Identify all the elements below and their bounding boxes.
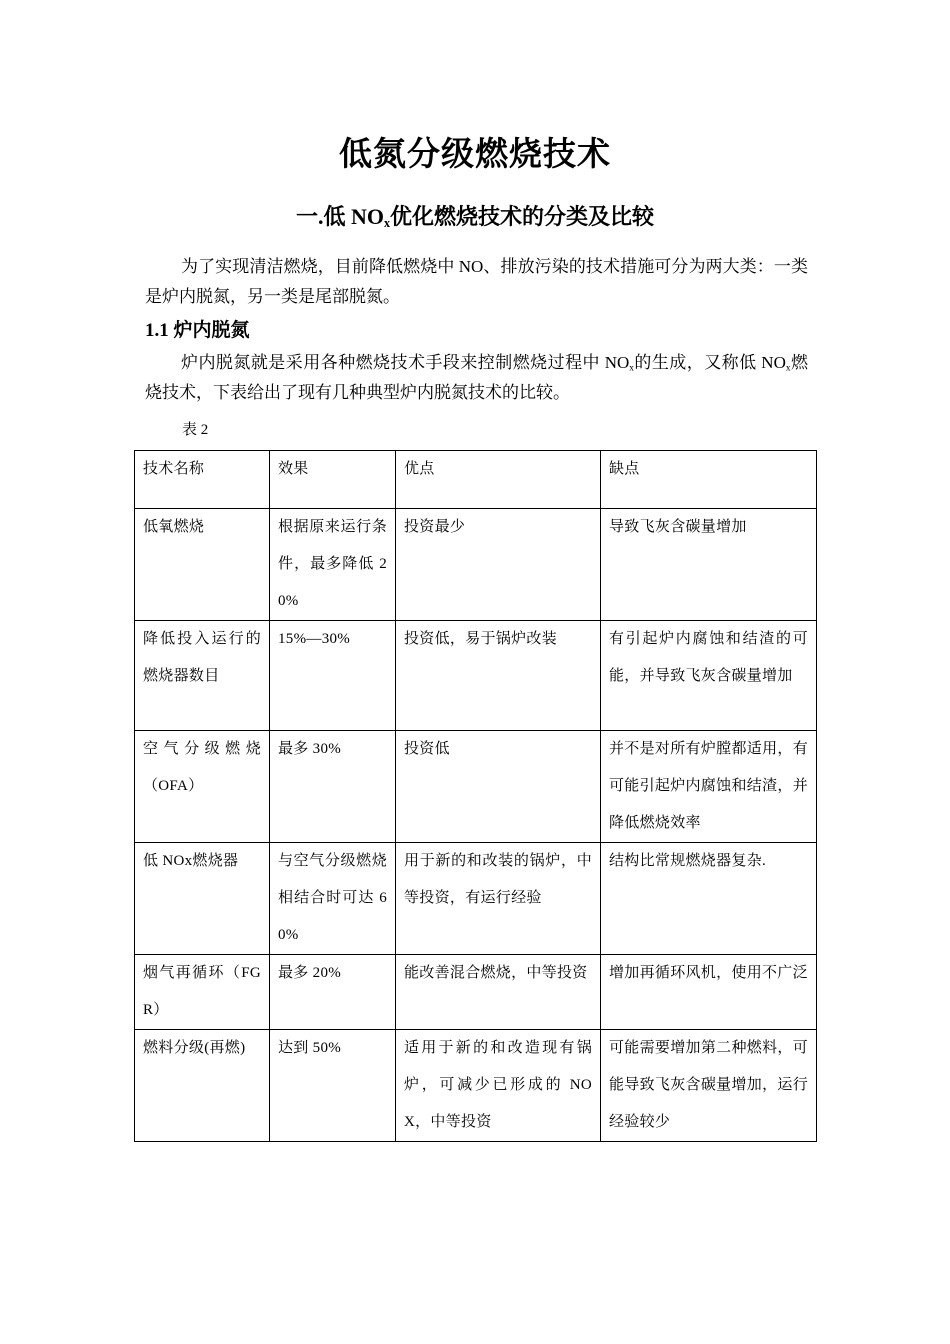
- table-cell-technology: 燃料分级(再燃): [135, 1030, 270, 1142]
- section-heading-1-subscript: x: [383, 216, 391, 231]
- table-cell-disadvantages: 结构比常规燃烧器复杂.: [601, 843, 817, 955]
- table-row: [135, 955, 817, 1030]
- table-cell-effect: 最多 30%: [270, 731, 396, 843]
- table-row: [135, 509, 817, 621]
- table-cell-technology: 降低投入运行的燃烧器数目: [135, 621, 270, 731]
- intro-paragraph: 为了实现清洁燃烧，目前降低燃烧中 NO、排放污染的技术措施可分为两大类：一类是炉内脱氮，另一类是尾部脱氮。: [145, 257, 808, 306]
- table-caption: 表 2: [182, 422, 209, 438]
- table-cell-disadvantages: 有引起炉内腐蚀和结渣的可能，并导致飞灰含碳量增加: [601, 621, 817, 731]
- header-cell-effect: 效果: [270, 451, 396, 509]
- table-cell-disadvantages: 导致飞灰含碳量增加: [601, 509, 817, 621]
- table-row: [135, 843, 817, 955]
- table-cell-technology: 低氧燃烧: [135, 509, 270, 621]
- table-header-row: [135, 451, 817, 509]
- section-heading-1-prefix: 一.低 NO: [295, 204, 384, 229]
- header-cell-advantages: 优点: [396, 451, 601, 509]
- table-row: [135, 1030, 817, 1142]
- section-heading-1: [0, 200, 950, 231]
- document-title: 低氮分级燃烧技术: [339, 137, 611, 173]
- table-cell-advantages: 投资低: [396, 731, 601, 843]
- table-cell-disadvantages: 并不是对所有炉膛都适用，有可能引起炉内腐蚀和结渣，并降低燃烧效率: [601, 731, 817, 843]
- table-cell-advantages: 能改善混合燃烧，中等投资: [396, 955, 601, 1030]
- in-furnace-paragraph-part-b: 的生成，又称低 NO: [633, 353, 786, 372]
- table-cell-technology: 空气分级燃烧（OFA）: [135, 731, 270, 843]
- table-cell-technology: 低 NOx燃烧器: [135, 843, 270, 955]
- table-cell-technology: 烟气再循环（FGR）: [135, 955, 270, 1030]
- table-cell-advantages: 投资低，易于锅炉改装: [396, 621, 601, 731]
- table-cell-effect: 达到 50%: [270, 1030, 396, 1142]
- comparison-table: [134, 450, 817, 1142]
- section-heading-1-1: 1.1 炉内脱氮: [145, 320, 250, 341]
- section-heading-1-suffix: 优化燃烧技术的分类及比较: [390, 204, 655, 229]
- in-furnace-paragraph-subscript-1: x: [629, 363, 634, 374]
- table-cell-advantages: 用于新的和改装的锅炉，中等投资，有运行经验: [396, 843, 601, 955]
- in-furnace-paragraph: [145, 348, 808, 408]
- table-cell-advantages: 适用于新的和改造现有锅炉，可减少已形成的 NOX，中等投资: [396, 1030, 601, 1142]
- in-furnace-paragraph-subscript-2: x: [785, 363, 791, 374]
- table-cell-disadvantages: 可能需要增加第二种燃料，可能导致飞灰含碳量增加，运行经验较少: [601, 1030, 817, 1142]
- table-row: [135, 621, 817, 731]
- table-cell-effect: 最多 20%: [270, 955, 396, 1030]
- table-cell-effect: 根据原来运行条件，最多降低 20%: [270, 509, 396, 621]
- table-cell-effect: 与空气分级燃烧相结合时可达 60%: [270, 843, 396, 955]
- table-cell-effect: 15%—30%: [270, 621, 396, 731]
- header-cell-disadvantages: 缺点: [601, 451, 817, 509]
- in-furnace-paragraph-part-a: 炉内脱氮就是采用各种燃烧技术手段来控制燃烧过程中 NO: [181, 353, 630, 372]
- table-cell-advantages: 投资最少: [396, 509, 601, 621]
- table-row: [135, 731, 817, 843]
- in-furnace-paragraph-part-c: 燃烧技术，下表给出了现有几种典型炉内脱氮技术的比较。: [145, 353, 809, 402]
- header-cell-technology: 技术名称: [135, 451, 270, 509]
- table-cell-disadvantages: 增加再循环风机，使用不广泛: [601, 955, 817, 1030]
